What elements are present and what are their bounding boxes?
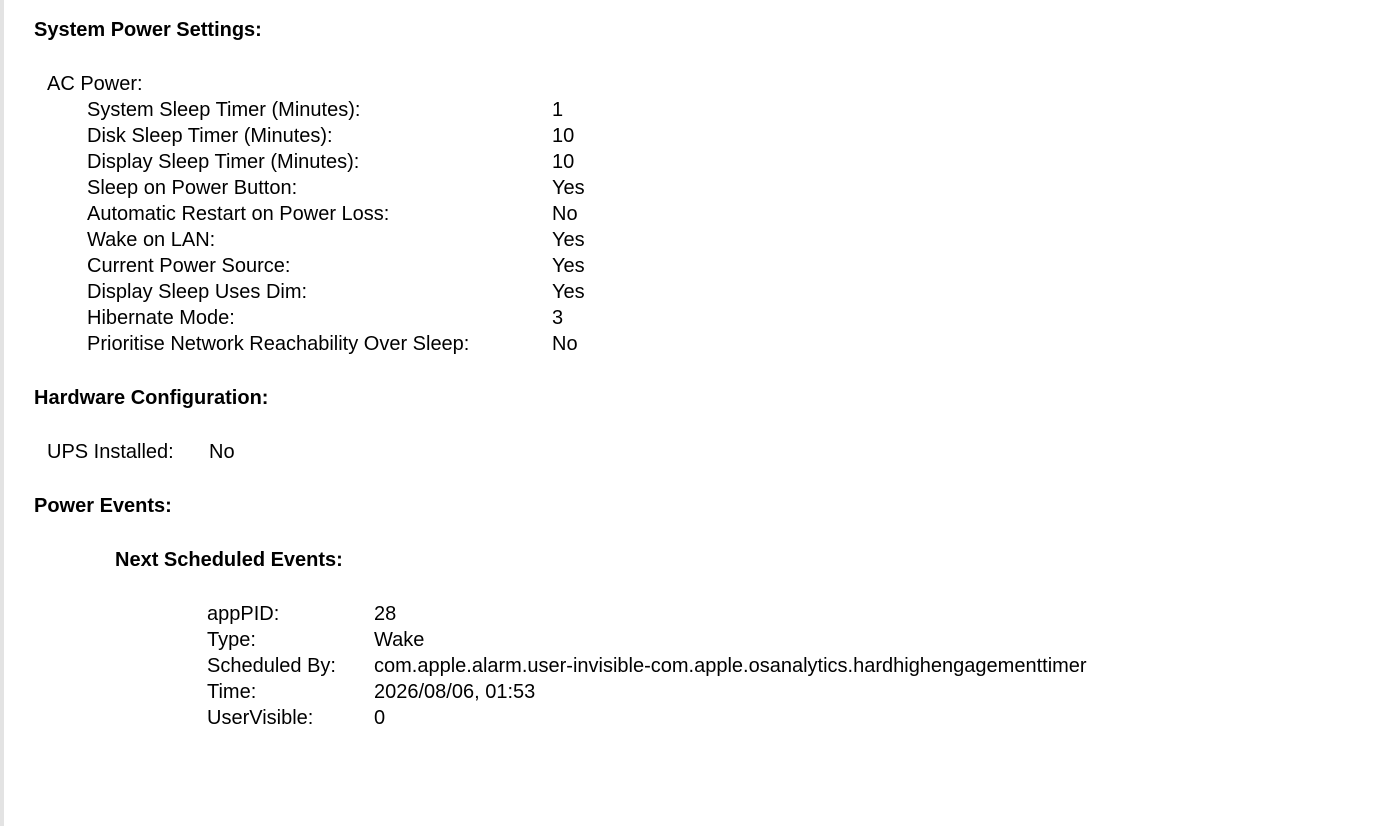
setting-label: Sleep on Power Button: — [87, 177, 298, 199]
event-field-value: com.apple.alarm.user-invisible-com.apple.osanalytics.hardhighengagementtimer — [374, 655, 1087, 677]
event-row — [207, 627, 1307, 653]
event-row — [207, 653, 1307, 679]
system-power-settings-heading: System Power Settings: — [34, 19, 262, 41]
setting-label: System Sleep Timer (Minutes): — [87, 99, 361, 121]
setting-label: Hibernate Mode: — [87, 307, 235, 329]
setting-value: 10 — [552, 151, 575, 173]
event-field-value: 2026/08/06, 01:53 — [374, 681, 536, 703]
setting-value: 3 — [552, 307, 564, 329]
next-scheduled-events-heading: Next Scheduled Events: — [115, 549, 343, 571]
setting-label: Automatic Restart on Power Loss: — [87, 203, 390, 225]
setting-value: No — [552, 203, 578, 225]
setting-value: 10 — [552, 125, 575, 147]
setting-value: Yes — [552, 281, 585, 303]
ups-installed-label: UPS Installed: — [47, 441, 174, 463]
setting-label: Prioritise Network Reachability Over Sleep: — [87, 333, 470, 355]
event-field-value: 0 — [374, 707, 386, 729]
event-field-label: Type: — [207, 629, 256, 651]
setting-row — [87, 227, 687, 253]
setting-value: 1 — [552, 99, 564, 121]
setting-value: No — [552, 333, 578, 355]
setting-label: Current Power Source: — [87, 255, 291, 277]
setting-row — [87, 305, 687, 331]
event-field-label: appPID: — [207, 603, 280, 625]
setting-label: Disk Sleep Timer (Minutes): — [87, 125, 333, 147]
event-row — [207, 679, 1307, 705]
setting-value: Yes — [552, 229, 585, 251]
event-row — [207, 601, 1307, 627]
event-field-value: 28 — [374, 603, 397, 625]
setting-label: Wake on LAN: — [87, 229, 216, 251]
setting-row — [87, 97, 687, 123]
setting-row — [87, 201, 687, 227]
hardware-configuration-heading: Hardware Configuration: — [34, 387, 269, 409]
setting-row — [87, 253, 687, 279]
power-events-heading: Power Events: — [34, 495, 172, 517]
setting-row — [87, 123, 687, 149]
ac-power-label: AC Power: — [47, 73, 143, 95]
event-field-label: Time: — [207, 681, 257, 703]
setting-label: Display Sleep Uses Dim: — [87, 281, 308, 303]
setting-row — [87, 331, 687, 357]
setting-label: Display Sleep Timer (Minutes): — [87, 151, 360, 173]
event-field-value: Wake — [374, 629, 425, 651]
ups-installed-value: No — [209, 441, 235, 463]
setting-row — [87, 149, 687, 175]
scheduled-event-details — [207, 601, 1307, 731]
setting-value: Yes — [552, 255, 585, 277]
setting-row — [87, 279, 687, 305]
event-field-label: UserVisible: — [207, 707, 314, 729]
event-field-label: Scheduled By: — [207, 655, 336, 677]
ac-power-settings-list — [87, 97, 687, 357]
setting-row — [87, 175, 687, 201]
left-border — [0, 0, 4, 826]
event-row — [207, 705, 1307, 731]
setting-value: Yes — [552, 177, 585, 199]
